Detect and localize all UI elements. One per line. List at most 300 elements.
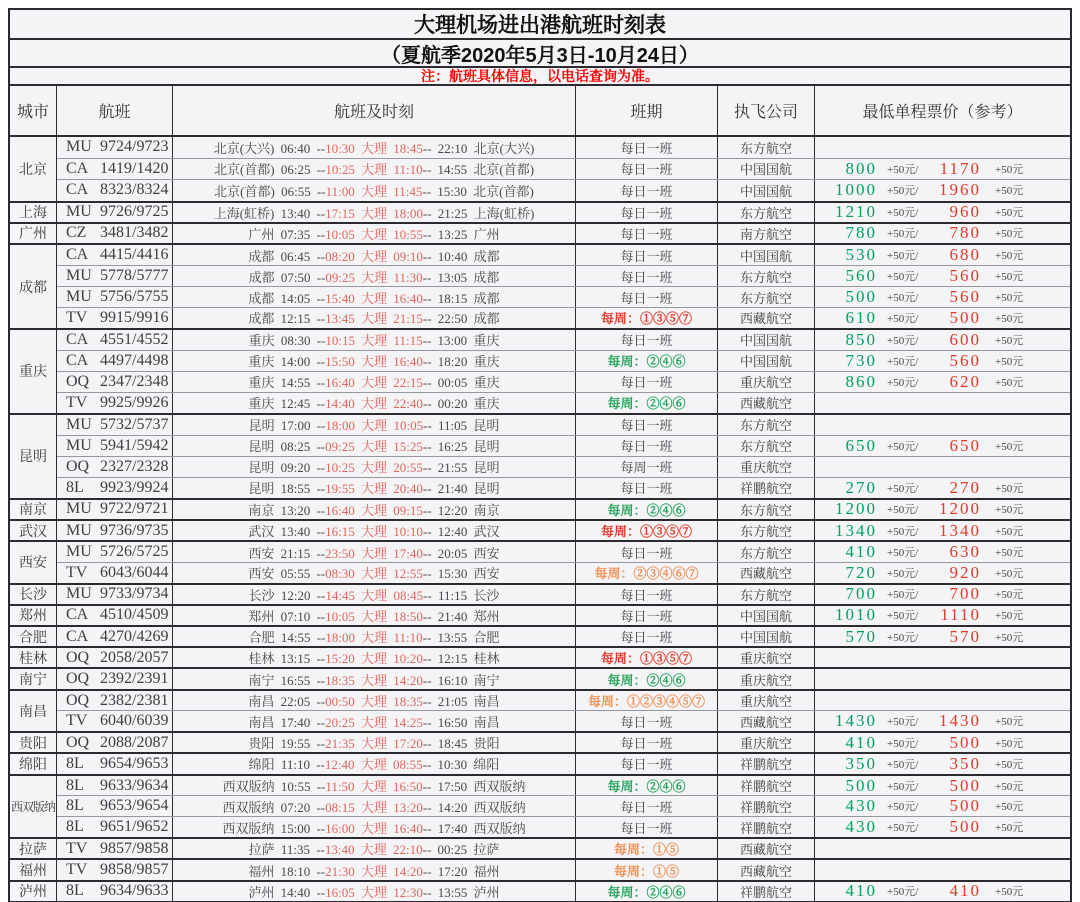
- dali-turnaround-times: 13:45 大理 21:15: [325, 311, 423, 327]
- city-group: [10, 858, 1070, 879]
- city-group-flights: [57, 500, 1070, 519]
- dali-turnaround-times: 15:20 大理 10:20: [325, 651, 423, 667]
- fare-low-value: 700: [845, 584, 877, 604]
- fare-surcharge: +50元: [995, 610, 1024, 623]
- outbound-segment: 上海(虹桥) 13:40 --: [213, 205, 326, 221]
- carrier-code: CA: [66, 627, 89, 645]
- flight-number: 2327/2328: [100, 457, 169, 475]
- frequency-value: 每日一班: [620, 714, 673, 730]
- fare-high-value: 630: [949, 542, 981, 562]
- carrier-code: CZ: [66, 224, 87, 242]
- flight-row: [57, 816, 1070, 837]
- carrier-code: 8L: [66, 478, 84, 496]
- flight-row: [57, 710, 1070, 731]
- city-cell: 福州: [10, 860, 57, 879]
- frequency-value: 每周：①⑤: [613, 842, 679, 858]
- fare-low-value: 800: [845, 158, 877, 178]
- airline-cell: 重庆航空: [718, 691, 815, 711]
- fare-cell: [815, 521, 1070, 540]
- fare-surcharge: +50元/: [887, 525, 919, 538]
- frequency-cell: [576, 372, 718, 392]
- fare-low-value: 1210: [835, 202, 877, 222]
- outbound-segment: 成都 12:15 --: [248, 311, 326, 327]
- dali-turnaround-times: 19:55 大理 20:40: [325, 481, 423, 497]
- return-segment: -- 21:05 南昌: [422, 694, 500, 710]
- airline-cell: 中国国航: [718, 606, 815, 625]
- flight-number-cell: [57, 542, 173, 562]
- frequency-cell: [576, 882, 718, 901]
- airline-cell: 重庆航空: [718, 733, 815, 752]
- fare-high-value: 700: [949, 584, 981, 604]
- outbound-segment: 武汉 13:40 --: [248, 524, 326, 540]
- fare-cell: [815, 372, 1070, 392]
- fare-cell: [815, 563, 1070, 583]
- return-segment: -- 13:05 成都: [422, 269, 500, 285]
- return-segment: -- 10:40 成都: [422, 248, 500, 264]
- airline-cell: 中国国航: [718, 627, 815, 646]
- fare-high-value: 960: [949, 202, 981, 222]
- flight-number-cell: [57, 648, 173, 667]
- carrier-code: OQ: [66, 733, 90, 751]
- flight-row: [57, 882, 1070, 901]
- col-header-frequency: 班期: [576, 86, 718, 135]
- flight-row: [57, 158, 1070, 180]
- airline-cell: 东方航空: [718, 415, 815, 435]
- schedule-cell: [173, 436, 576, 456]
- fare-cell: [815, 839, 1070, 858]
- flight-row: [57, 224, 1070, 243]
- frequency-cell: [576, 457, 718, 477]
- flight-number: 2382/2381: [100, 691, 169, 709]
- flight-row: [57, 691, 1070, 711]
- city-group-flights: [57, 860, 1070, 879]
- city-cell: 重庆: [10, 330, 57, 413]
- flight-number: 9733/9734: [100, 585, 169, 603]
- dali-turnaround-times: 13:40 大理 22:10: [324, 842, 423, 858]
- city-group-flights: [57, 669, 1070, 688]
- flight-number: 9923/9924: [100, 478, 169, 496]
- flight-number-cell: [57, 669, 173, 688]
- schedule-cell: [173, 457, 576, 477]
- flight-row: [57, 627, 1070, 646]
- dali-turnaround-times: 18:35 大理 14:20: [325, 672, 423, 688]
- dali-turnaround-times: 09:25 大理 15:25: [325, 439, 423, 455]
- outbound-segment: 长沙 12:20 --: [248, 587, 326, 603]
- city-group: [10, 604, 1070, 625]
- city-cell: 西双版纳: [10, 776, 57, 838]
- fare-high-value: 780: [949, 223, 981, 243]
- schedule-cell: [173, 817, 576, 837]
- dali-turnaround-times: 16:40 大理 09:15: [325, 502, 423, 518]
- flight-number: 4510/4509: [100, 606, 169, 624]
- fare-cell: [815, 542, 1070, 562]
- fare-low-value: 350: [845, 754, 877, 773]
- outbound-segment: 泸州 14:40 --: [248, 884, 326, 900]
- flight-number-cell: [57, 796, 173, 816]
- fare-high-value: 410: [949, 881, 981, 901]
- airline-cell: 东方航空: [718, 585, 815, 604]
- fare-surcharge: +50元: [995, 207, 1024, 220]
- schedule-cell: [173, 224, 576, 243]
- airline-cell: 西藏航空: [718, 308, 815, 328]
- schedule-cell: [173, 839, 576, 858]
- city-group-flights: [57, 606, 1070, 625]
- fare-low-value: 1010: [835, 605, 877, 625]
- flight-number: 2392/2391: [100, 670, 169, 688]
- frequency-value: 每日一班: [620, 608, 673, 624]
- city-group: [10, 646, 1070, 667]
- carrier-code: TV: [66, 861, 88, 879]
- fare-surcharge: +50元/: [887, 610, 919, 623]
- flight-number-cell: [57, 266, 173, 286]
- city-cell: 上海: [10, 203, 57, 222]
- flight-number: 9654/9653: [100, 754, 169, 772]
- fare-cell: [815, 648, 1070, 667]
- flight-row: [57, 648, 1070, 667]
- city-cell: 南京: [10, 500, 57, 519]
- airline-cell: 祥鹏航空: [718, 796, 815, 816]
- fare-high-value: 500: [949, 817, 981, 837]
- fare-high-value: 560: [949, 266, 981, 286]
- return-segment: -- 15:30 西安: [422, 566, 500, 582]
- flight-row: [57, 606, 1070, 625]
- fare-surcharge: +50元: [995, 525, 1024, 538]
- return-segment: -- 20:05 西安: [422, 545, 500, 561]
- city-group-flights: [57, 542, 1070, 582]
- col-header-flight: 航班: [57, 86, 173, 135]
- flight-row: [57, 776, 1070, 796]
- fare-high-value: 270: [949, 477, 981, 497]
- city-group-flights: [57, 521, 1070, 540]
- airline-cell: 东方航空: [718, 203, 815, 222]
- fare-low-value: 410: [845, 542, 877, 562]
- fare-surcharge: +50元/: [887, 822, 919, 835]
- schedule-cell: [173, 882, 576, 901]
- flight-number: 5941/5942: [100, 436, 169, 454]
- airline-cell: 中国国航: [718, 159, 815, 180]
- fare-low-value: 430: [845, 796, 877, 816]
- outbound-segment: 贵阳 19:55 --: [248, 736, 326, 752]
- airline-cell: 西藏航空: [718, 711, 815, 731]
- flight-number: 5778/5777: [100, 267, 169, 285]
- fare-high-value: 500: [949, 308, 981, 327]
- flight-number-cell: [57, 372, 173, 392]
- flight-row: [57, 203, 1070, 222]
- carrier-code: OQ: [66, 670, 90, 688]
- fare-surcharge: +50元: [995, 163, 1024, 176]
- frequency-value: 每日一班: [620, 333, 673, 349]
- flight-row: [57, 542, 1070, 562]
- schedule-cell: [173, 860, 576, 879]
- fare-surcharge: +50元: [995, 504, 1024, 517]
- flight-number-cell: [57, 308, 173, 328]
- return-segment: -- 14:20 西双版纳: [422, 799, 526, 815]
- season-subtitle: （夏航季2020年5月3日-10月24日）: [10, 40, 1070, 68]
- carrier-code: MU: [66, 415, 92, 433]
- carrier-code: CA: [66, 159, 89, 177]
- fare-surcharge: +50元: [995, 312, 1024, 325]
- city-group-flights: [57, 330, 1070, 413]
- fare-high-value: 1170: [939, 158, 981, 178]
- schedule-cell: [173, 266, 576, 286]
- carrier-code: MU: [66, 203, 92, 221]
- schedule-cell: [173, 351, 576, 371]
- fare-cell: [815, 691, 1070, 711]
- fare-cell: [815, 754, 1070, 773]
- dali-turnaround-times: 21:30 大理 14:20: [325, 863, 423, 879]
- city-group: [10, 667, 1070, 688]
- fare-high-value: 560: [949, 350, 981, 370]
- fare-surcharge: +50元: [995, 589, 1024, 602]
- return-segment: -- 10:30 绵阳: [422, 757, 500, 773]
- fare-high-value: 650: [949, 435, 981, 455]
- flight-row: [57, 307, 1070, 328]
- fare-low-value: 730: [845, 350, 877, 370]
- schedule-cell: [173, 606, 576, 625]
- fare-low-value: 720: [845, 562, 877, 582]
- flight-number: 9915/9916: [100, 308, 169, 326]
- flight-number-cell: [57, 137, 173, 158]
- outbound-segment: 南昌 17:40 --: [248, 714, 326, 730]
- fare-cell: [815, 415, 1070, 435]
- flight-row: [57, 839, 1070, 858]
- carrier-code: TV: [66, 308, 88, 326]
- fare-low-value: 650: [845, 435, 877, 455]
- flight-row: [57, 371, 1070, 392]
- return-segment: -- 12:15 桂林: [422, 651, 500, 667]
- fare-cell: [815, 860, 1070, 879]
- col-header-airline: 执飞公司: [718, 86, 815, 135]
- frequency-value: 每日一班: [620, 269, 673, 285]
- fare-surcharge: +50元/: [887, 292, 919, 305]
- fare-surcharge: +50元/: [887, 334, 919, 347]
- frequency-cell: [576, 308, 718, 328]
- fare-surcharge: +50元/: [887, 504, 919, 517]
- flight-number-cell: [57, 627, 173, 646]
- fare-cell: [815, 606, 1070, 625]
- airline-cell: 东方航空: [718, 500, 815, 519]
- frequency-cell: [576, 180, 718, 201]
- frequency-cell: [576, 627, 718, 646]
- outbound-segment: 成都 14:05 --: [248, 290, 326, 306]
- dali-turnaround-times: 18:00 大理 10:05: [325, 418, 424, 434]
- frequency-cell: [576, 159, 718, 180]
- flight-number: 2058/2057: [100, 648, 169, 666]
- city-cell: 拉萨: [10, 839, 57, 858]
- flight-number-cell: [57, 436, 173, 456]
- schedule-cell: [173, 776, 576, 796]
- fare-cell: [815, 478, 1070, 498]
- fare-cell: [815, 776, 1070, 796]
- flight-number: 5726/5725: [100, 543, 169, 561]
- return-segment: -- 13:55 泸州: [422, 884, 500, 900]
- dali-turnaround-times: 08:30 大理 12:55: [325, 566, 423, 582]
- schedule-cell: [173, 754, 576, 773]
- flight-row: [57, 669, 1070, 688]
- dali-turnaround-times: 18:00 大理 11:10: [325, 630, 423, 646]
- table-header: [10, 86, 1070, 137]
- fare-surcharge: +50元: [995, 567, 1024, 580]
- return-segment: -- 13:25 广州: [422, 226, 500, 242]
- frequency-value: 每日一班: [620, 183, 673, 199]
- dali-turnaround-times: 14:40 大理 22:40: [325, 396, 423, 412]
- frequency-value: 每日一班: [620, 248, 673, 264]
- frequency-value: 每日一班: [620, 226, 673, 242]
- fare-cell: [815, 627, 1070, 646]
- flight-number: 6043/6044: [100, 563, 169, 581]
- fare-cell: [815, 500, 1070, 519]
- outbound-segment: 北京(大兴) 06:40 --: [213, 140, 326, 156]
- fare-high-value: 560: [949, 287, 981, 307]
- dali-turnaround-times: 14:45 大理 08:45: [325, 587, 424, 603]
- frequency-cell: [576, 500, 718, 519]
- schedule-cell: [173, 137, 576, 158]
- carrier-code: TV: [66, 393, 88, 411]
- flight-number-cell: [57, 351, 173, 371]
- airline-cell: 中国国航: [718, 245, 815, 265]
- return-segment: -- 17:50 西双版纳: [422, 779, 526, 794]
- frequency-value: 每周一班: [620, 460, 673, 476]
- flight-number-cell: [57, 521, 173, 540]
- return-segment: -- 16:10 南宁: [422, 672, 500, 688]
- frequency-cell: [576, 669, 718, 688]
- frequency-value: 每日一班: [620, 418, 673, 434]
- dali-turnaround-times: 16:05 大理 12:30: [325, 884, 423, 900]
- city-group: [10, 328, 1070, 413]
- flight-number: 4497/4498: [100, 351, 169, 369]
- airline-cell: 中国国航: [718, 330, 815, 350]
- dali-turnaround-times: 10:05 大理 18:50: [325, 608, 423, 624]
- flight-number: 1419/1420: [100, 159, 169, 177]
- frequency-cell: [576, 733, 718, 752]
- schedule-cell: [173, 542, 576, 562]
- frequency-value: 每日一班: [620, 439, 673, 455]
- frequency-value: 每周：②④⑥: [607, 672, 686, 688]
- fare-cell: [815, 817, 1070, 837]
- dali-turnaround-times: 16:15 大理 10:10: [325, 524, 423, 540]
- flight-row: [57, 754, 1070, 773]
- schedule-cell: [173, 500, 576, 519]
- city-group: [10, 201, 1070, 222]
- fare-low-value: 850: [845, 329, 877, 349]
- flight-number: 9651/9652: [100, 818, 169, 836]
- outbound-segment: 昆明 17:00 --: [248, 418, 326, 434]
- city-group: [10, 837, 1070, 858]
- frequency-value: 每日一班: [620, 799, 673, 815]
- frequency-cell: [576, 478, 718, 498]
- frequency-value: 每周：②③④⑥⑦: [594, 566, 699, 582]
- frequency-cell: [576, 351, 718, 371]
- fare-low-value: 430: [845, 817, 877, 837]
- frequency-cell: [576, 393, 718, 413]
- return-segment: -- 22:50 成都: [422, 311, 500, 327]
- fare-surcharge: +50元/: [887, 567, 919, 580]
- frequency-cell: [576, 415, 718, 435]
- fare-surcharge: +50元: [995, 737, 1024, 750]
- fare-cell: [815, 351, 1070, 371]
- col-header-city: 城市: [10, 86, 57, 135]
- col-header-fare: 最低单程票价（参考）: [862, 104, 1023, 121]
- fare-cell: [815, 436, 1070, 456]
- city-cell: 南宁: [10, 669, 57, 688]
- flight-row: [57, 585, 1070, 604]
- city-group-flights: [57, 691, 1070, 731]
- fare-low-value: 1340: [835, 520, 877, 540]
- carrier-code: MU: [66, 500, 92, 518]
- frequency-cell: [576, 224, 718, 243]
- city-group-flights: [57, 224, 1070, 243]
- schedule-cell: [173, 330, 576, 350]
- fare-surcharge: +50元/: [887, 440, 919, 453]
- outbound-segment: 西安 21:15 --: [248, 545, 326, 561]
- city-group-flights: [57, 245, 1070, 328]
- outbound-segment: 广州 07:35 --: [248, 226, 326, 242]
- city-cell: 广州: [10, 224, 57, 243]
- city-group-flights: [57, 839, 1070, 858]
- fare-surcharge: +50元: [995, 185, 1024, 198]
- flight-number-cell: [57, 733, 173, 752]
- dali-turnaround-times: 16:40 大理 22:15: [325, 375, 423, 391]
- fare-high-value: 500: [949, 796, 981, 816]
- fare-surcharge: +50元/: [887, 185, 919, 198]
- fare-surcharge: +50元/: [887, 547, 919, 560]
- airline-cell: 东方航空: [718, 436, 815, 456]
- fare-surcharge: +50元/: [887, 163, 919, 176]
- flight-row: [57, 137, 1070, 158]
- city-group: [10, 540, 1070, 582]
- fare-low-value: 860: [845, 371, 877, 391]
- frequency-cell: [576, 648, 718, 667]
- fare-cell: [815, 393, 1070, 413]
- dali-turnaround-times: 17:15 大理 18:00: [325, 205, 423, 221]
- flight-row: [57, 521, 1070, 540]
- fare-surcharge: +50元: [995, 228, 1024, 241]
- flight-row: [57, 733, 1070, 752]
- airline-cell: 重庆航空: [718, 669, 815, 688]
- frequency-cell: [576, 776, 718, 796]
- flight-row: [57, 265, 1070, 286]
- fare-surcharge: +50元: [995, 780, 1024, 793]
- frequency-value: 每周：①②③④⑤⑦: [587, 694, 705, 710]
- carrier-code: 8L: [66, 818, 84, 836]
- carrier-code: TV: [66, 712, 88, 730]
- flight-row: [57, 286, 1070, 307]
- return-segment: -- 11:15 长沙: [423, 587, 500, 603]
- city-group-flights: [57, 585, 1070, 604]
- frequency-value: 每日一班: [620, 820, 673, 836]
- frequency-cell: [576, 436, 718, 456]
- outbound-segment: 桂林 13:15 --: [248, 651, 326, 667]
- schedule-cell: [173, 796, 576, 816]
- dali-turnaround-times: 21:35 大理 17:20: [325, 736, 423, 752]
- outbound-segment: 绵阳 11:10 --: [248, 757, 325, 773]
- frequency-value: 每日一班: [620, 736, 673, 752]
- frequency-cell: [576, 542, 718, 562]
- outbound-segment: 福州 18:10 --: [248, 863, 326, 879]
- fare-high-value: 600: [949, 329, 981, 349]
- flight-row: [57, 435, 1070, 456]
- frequency-value: 每日一班: [620, 290, 673, 306]
- flight-number: 5732/5737: [100, 415, 169, 433]
- fare-surcharge: +50元: [995, 250, 1024, 263]
- frequency-value: 每日一班: [620, 140, 673, 156]
- fare-cell: [815, 711, 1070, 731]
- city-cell: 绵阳: [10, 754, 57, 773]
- flight-number: 2088/2087: [100, 733, 169, 751]
- city-group-flights: [57, 203, 1070, 222]
- flight-row: [57, 500, 1070, 519]
- airline-cell: 西藏航空: [718, 860, 815, 879]
